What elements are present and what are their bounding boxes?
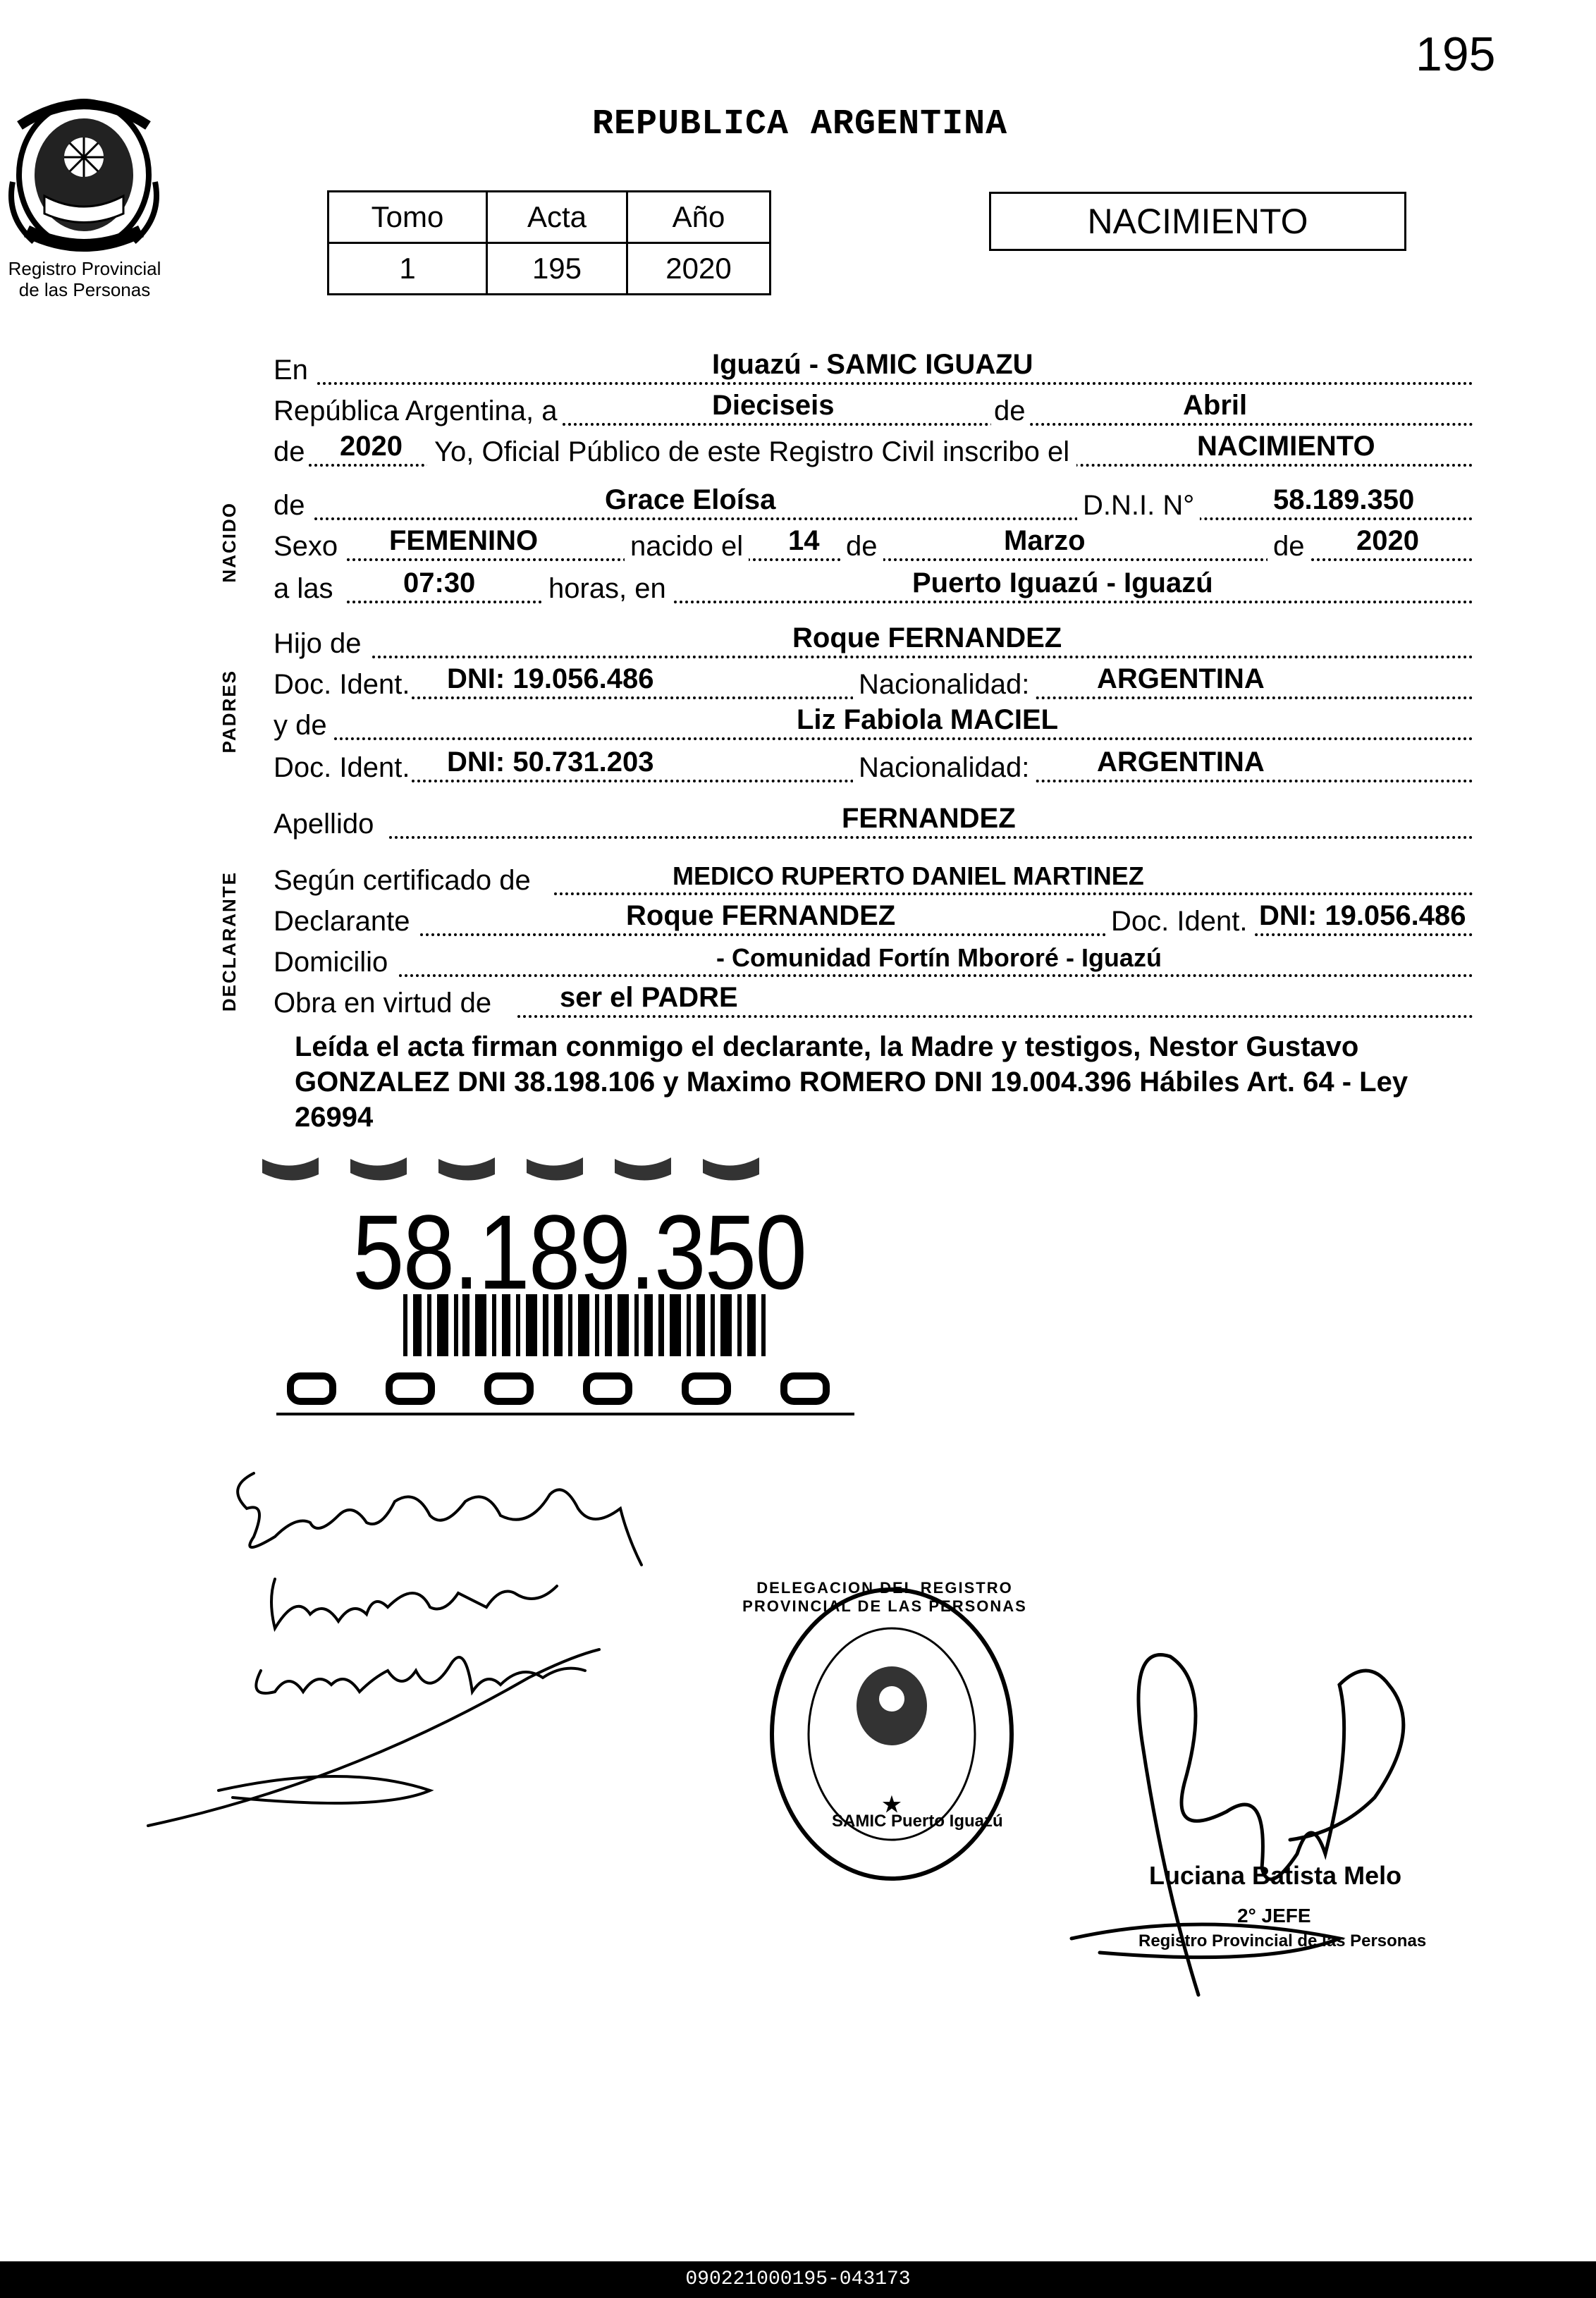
stamp-outer-text: DELEGACION DEL REGISTRO PROVINCIAL DE LAS PERSONAS [742,1579,1027,1615]
row-padre-doc [274,665,1476,706]
label-dni: D.N.I. N° [1077,490,1200,522]
record-table [327,190,771,295]
label-doc-ident-decl: Doc. Ident. [1105,906,1253,938]
dotted-line [314,517,1473,520]
label-de-name: de [274,490,305,521]
row-apellido [274,805,1476,846]
label-de-year2: de [1267,531,1310,563]
barcode-number: 58.189.350 [352,1193,806,1311]
value-lugar: Iguazú - SAMIC IGUAZU [712,349,1033,380]
page-number: 195 [1416,27,1496,81]
dotted-line [372,656,1473,658]
document-title: REPUBLICA ARGENTINA [592,104,1008,145]
value-anio: 2020 [340,431,403,462]
registry-label [0,258,169,300]
value-domicilio: - Comunidad Fortín Mbororé - Iguazú [716,943,1162,972]
stamp-inner-text: SAMIC Puerto Iguazú [832,1812,1003,1831]
label-republica: República Argentina, a [274,395,558,426]
value-acta: 195 [487,243,627,295]
registry-label-line-1: Registro Provincial [8,258,161,279]
label-domicilio: Domicilio [274,947,388,978]
row-inscripcion [274,433,1476,474]
row-nombre [274,486,1476,527]
side-label-padres: PADRES [219,670,240,754]
value-sexo: FEMENINO [389,525,539,556]
dotted-line [420,933,1473,936]
label-doc-ident: Doc. Ident. [274,669,410,700]
value-tomo: 1 [329,243,487,295]
value-madre: Liz Fabiola MACIEL [797,704,1059,735]
dotted-line [317,382,1473,385]
header-anio: Año [627,192,771,243]
svg-text:★: ★ [882,1793,902,1817]
label-a-las: a las [274,573,333,604]
row-obra [274,984,1476,1025]
value-padre-doc: DNI: 19.056.486 [447,663,654,694]
value-lugar-nac: Puerto Iguazú - Iguazú [912,567,1213,598]
value-dia-nac: 14 [788,525,820,556]
label-nacionalidad: Nacionalidad: [853,669,1035,701]
side-label-nacido: NACIDO [219,502,240,583]
value-acto: NACIMIENTO [1197,431,1375,462]
value-obra: ser el PADRE [560,982,738,1013]
provincial-emblem-icon [6,90,162,254]
value-dia: Dieciseis [712,390,835,421]
label-nacionalidad: Nacionalidad: [853,752,1035,784]
label-doc-ident: Doc. Ident. [274,752,410,783]
label-declarante: Declarante [274,906,410,937]
value-declarante-doc: DNI: 19.056.486 [1259,900,1466,931]
header-tomo: Tomo [329,192,487,243]
label-y-de: y de [274,710,327,741]
signature-witnesses-icon [134,1459,811,1840]
row-domicilio [274,943,1476,984]
dotted-line [399,974,1473,977]
label-en: En [274,355,308,386]
dotted-line [347,601,1473,603]
value-madre-nac: ARGENTINA [1097,746,1265,778]
row-declarante [274,902,1476,943]
label-nacido-el: nacido el [625,531,749,563]
value-dni: 58.189.350 [1273,484,1415,515]
official-role: 2° JEFE [1237,1905,1311,1927]
row-madre [274,706,1476,747]
row-sexo [274,527,1476,568]
label-yo-oficial: Yo, Oficial Público de este Registro Civil inscribo el [427,436,1076,468]
value-padre-nac: ARGENTINA [1097,663,1265,694]
row-lugar [274,351,1476,392]
label-obra: Obra en virtud de [274,988,492,1019]
registry-label-line-2: de las Personas [18,279,151,300]
label-de-year: de [274,436,305,467]
row-padre [274,622,1476,665]
value-hora: 07:30 [403,567,476,598]
value-anio-nac: 2020 [1356,525,1419,556]
value-anio: 2020 [627,243,771,295]
closing-statement: Leída el acta firman conmigo el declarante, la Madre y testigos, Nestor Gustavo GONZALEZ DNI 38.198.106 y Maximo ROMERO DNI 19.004.396 Hábiles Art. 64 - Ley 26994 [295,1031,1408,1133]
row-certificado [274,861,1476,902]
signature-official-icon [1057,1600,1452,2037]
value-mes-nac: Marzo [1004,525,1086,556]
row-madre-doc [274,746,1476,789]
dotted-line [517,1015,1473,1018]
official-stamp-icon [761,1579,1022,1889]
record-type-box: NACIMIENTO [989,192,1406,251]
value-padre: Roque FERNANDEZ [792,622,1062,653]
header-acta: Acta [487,192,627,243]
label-de: de [991,395,1029,427]
dotted-line [389,836,1473,839]
row-fecha [274,392,1476,433]
label-sexo: Sexo [274,531,338,562]
label-apellido: Apellido [274,809,374,840]
value-nombre: Grace Eloísa [605,484,776,515]
side-label-declarante: DECLARANTE [219,871,240,1012]
label-segun: Según certificado de [274,865,531,896]
value-apellido: FERNANDEZ [842,803,1016,834]
official-registry: Registro Provincial de las Personas [1138,1931,1427,1950]
value-mes: Abril [1183,390,1248,421]
label-hijo-de: Hijo de [274,628,362,659]
dotted-line [334,737,1473,740]
footer-code: 090221000195-043173 [0,2261,1596,2298]
value-declarante: Roque FERNANDEZ [626,900,896,931]
row-hora [274,567,1476,610]
value-certificado: MEDICO RUPERTO DANIEL MARTINEZ [673,861,1144,890]
label-de-month: de [840,531,883,563]
label-horas-en: horas, en [543,573,672,605]
dotted-line [554,892,1473,895]
official-name: Luciana Batista Melo [1149,1861,1402,1890]
value-madre-doc: DNI: 50.731.203 [447,746,654,778]
